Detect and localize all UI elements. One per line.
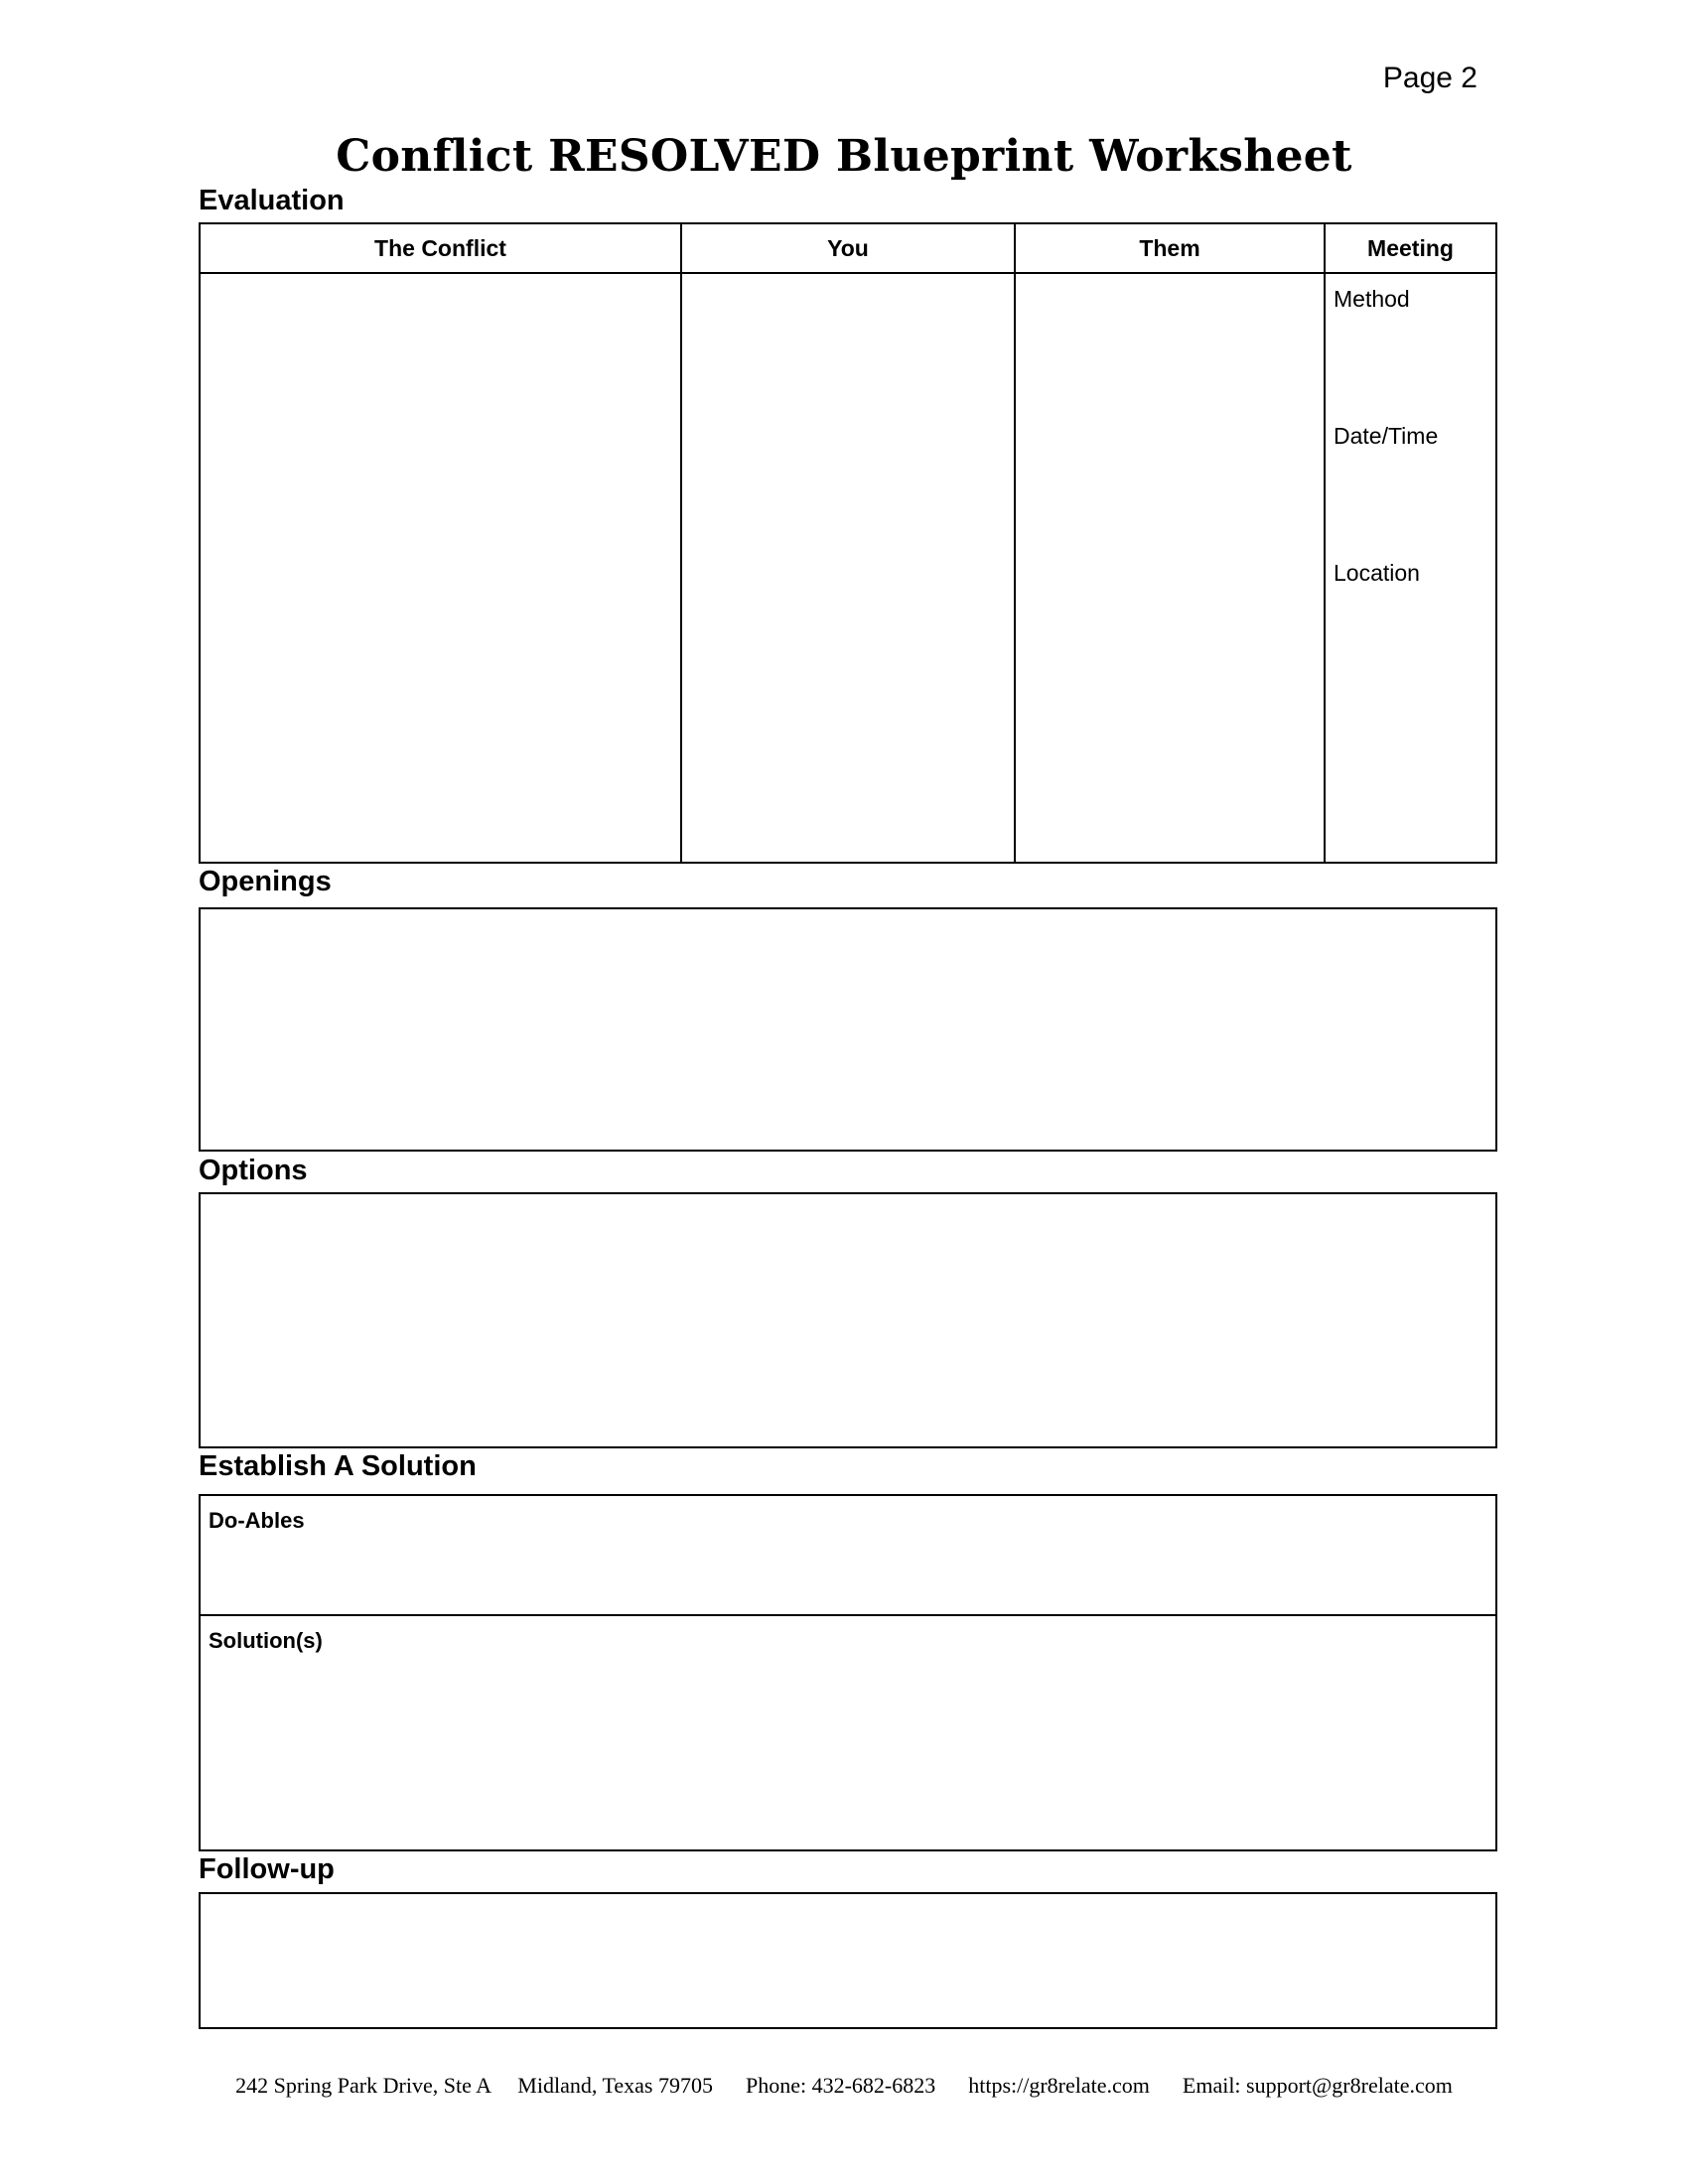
- options-heading: Options: [199, 1155, 308, 1186]
- solutions-label: Solution(s): [209, 1628, 323, 1653]
- establish-solution-heading: Establish A Solution: [199, 1450, 477, 1482]
- meeting-column: [1326, 224, 1495, 862]
- footer-phone: Phone: 432-682-6823: [745, 2073, 936, 2098]
- page-number: Page 2: [1382, 62, 1477, 94]
- follow-up-box[interactable]: [199, 1892, 1497, 2029]
- footer: [0, 2073, 1688, 2099]
- evaluation-table: [199, 222, 1497, 864]
- location-label: Location: [1334, 560, 1420, 586]
- conflict-column: [201, 224, 682, 862]
- do-ables-row[interactable]: [201, 1496, 1495, 1616]
- meeting-column-header: Meeting: [1326, 224, 1495, 274]
- do-ables-label: Do-Ables: [209, 1508, 305, 1533]
- establish-solution-box: [199, 1494, 1497, 1851]
- you-column: [682, 224, 1016, 862]
- options-box[interactable]: [199, 1192, 1497, 1448]
- evaluation-heading: Evaluation: [199, 185, 345, 216]
- them-column: [1016, 224, 1326, 862]
- conflict-column-header: The Conflict: [201, 224, 680, 274]
- openings-box[interactable]: [199, 907, 1497, 1152]
- method-label: Method: [1334, 286, 1410, 312]
- page-title: Conflict RESOLVED Blueprint Worksheet: [336, 131, 1352, 182]
- date-time-label: Date/Time: [1334, 423, 1439, 449]
- footer-email[interactable]: Email: support@gr8relate.com: [1182, 2073, 1453, 2098]
- footer-address: 242 Spring Park Drive, Ste A: [235, 2073, 491, 2098]
- footer-city: Midland, Texas 79705: [517, 2073, 713, 2098]
- footer-website[interactable]: https://gr8relate.com: [968, 2073, 1150, 2098]
- them-column-header: Them: [1016, 224, 1324, 274]
- openings-heading: Openings: [199, 866, 332, 897]
- follow-up-heading: Follow-up: [199, 1853, 335, 1885]
- solutions-row[interactable]: [201, 1616, 1495, 1849]
- you-column-header: You: [682, 224, 1014, 274]
